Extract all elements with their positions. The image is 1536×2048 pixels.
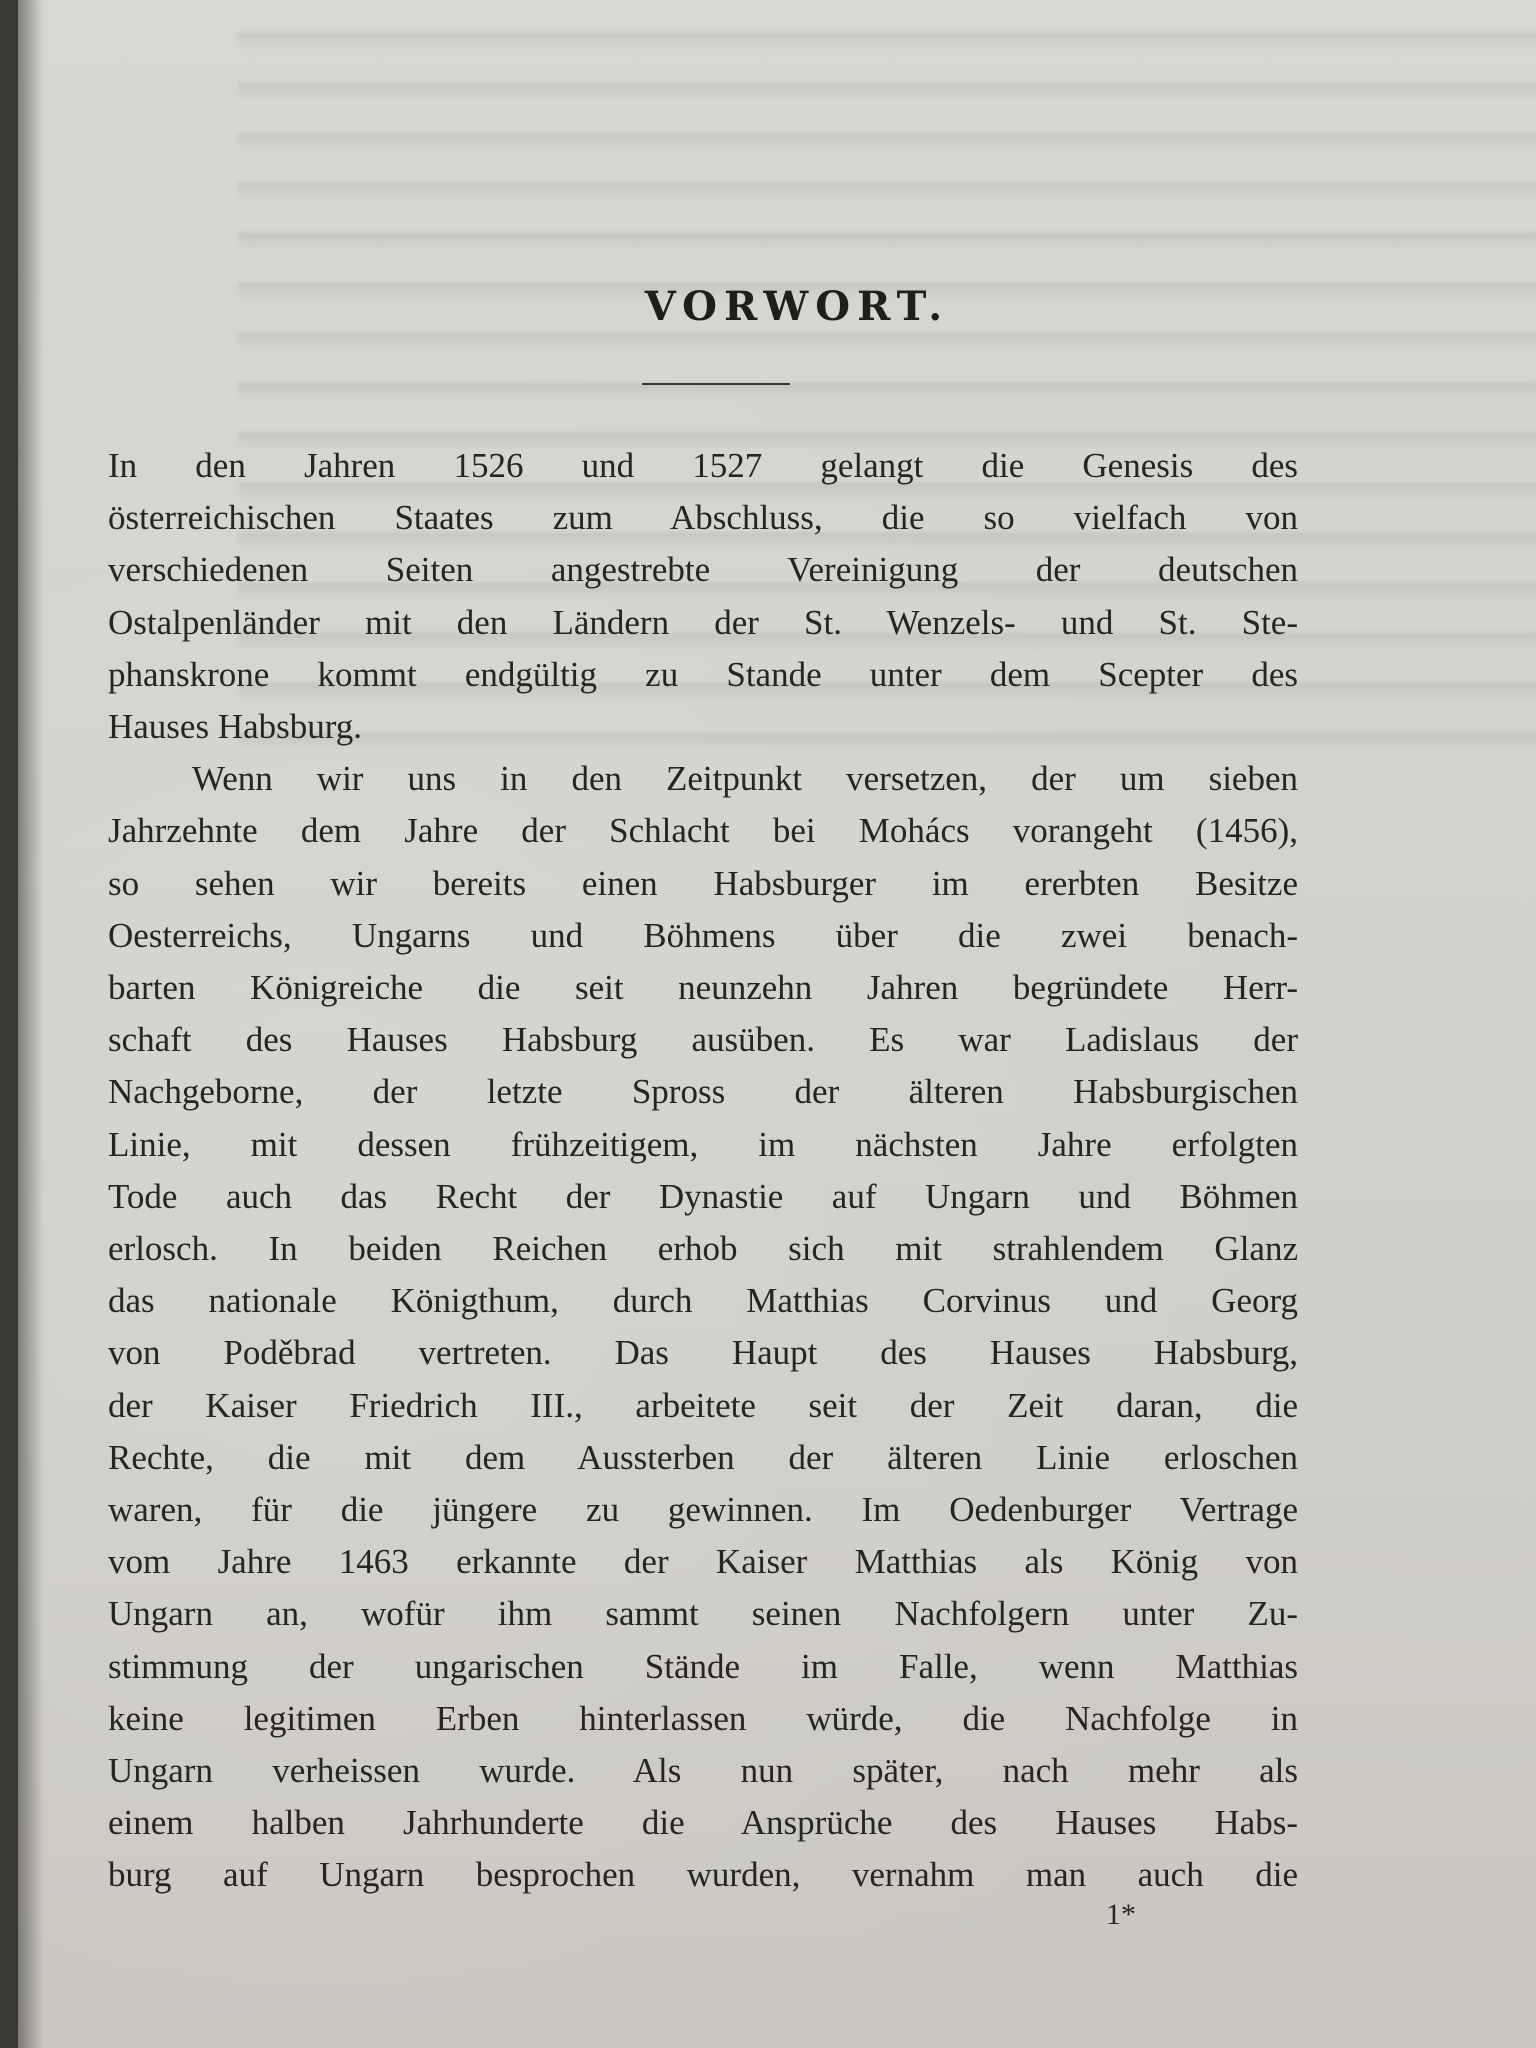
text-line: In den Jahren 1526 und 1527 gelangt die Genesis des xyxy=(108,446,1298,485)
text-line: Ungarn an, wofür ihm sammt seinen Nachfolgern unter Zu- xyxy=(108,1594,1298,1634)
text-line: verschiedenen Seiten angestrebte Vereinigung der deutschen xyxy=(108,550,1298,590)
text-line: Wenn wir uns in den Zeitpunkt versetzen, der um sieben xyxy=(192,759,1298,799)
text-line: schaft des Hauses Habsburg ausüben. Es war Ladislaus der xyxy=(108,1020,1298,1060)
text-line: Tode auch das Recht der Dynastie auf Ungarn und Böhmen xyxy=(108,1176,1298,1216)
text-line: erlosch. In beiden Reichen erhob sich mit strahlendem Glanz xyxy=(108,1229,1298,1269)
text-line: Linie, mit dessen frühzeitigem, im nächsten Jahre erfolgten xyxy=(108,1124,1298,1164)
text-line: barten Königreiche die seit neunzehn Jahren begründete Herr- xyxy=(108,968,1298,1008)
paragraph-2 xyxy=(108,753,1298,1901)
text-line: so sehen wir bereits einen Habsburger im ererbten Besitze xyxy=(108,863,1298,903)
book-page xyxy=(18,0,1536,2048)
page-number: 1* xyxy=(1106,1898,1136,1931)
text-line: Nachgeborne, der letzte Spross der älteren Habsburgischen xyxy=(108,1072,1298,1112)
text-line: einem halben Jahrhunderte die Ansprüche des Hauses Habs- xyxy=(108,1803,1298,1843)
text-line: phanskrone kommt endgültig zu Stande unter dem Scepter des xyxy=(108,654,1298,694)
text-line: stimmung der ungarischen Stände im Falle, wenn Matthias xyxy=(108,1646,1298,1686)
body-text xyxy=(108,440,1298,1902)
text-line: Hauses Habsburg. xyxy=(108,707,363,747)
text-line: Rechte, die mit dem Aussterben der älteren Linie erloschen xyxy=(108,1437,1298,1477)
heading-rule xyxy=(642,383,790,385)
text-line: Jahrzehnte dem Jahre der Schlacht bei Mohács vorangeht (1456), xyxy=(108,811,1298,851)
text-line: österreichischen Staates zum Abschluss, die so vielfach von xyxy=(108,498,1298,538)
text-line: das nationale Königthum, durch Matthias Corvinus und Georg xyxy=(108,1281,1298,1321)
text-line: keine legitimen Erben hinterlassen würde, die Nachfolge in xyxy=(108,1698,1298,1738)
page-heading: VORWORT. xyxy=(644,283,950,330)
paragraph-1 xyxy=(108,440,1298,753)
text-line: der Kaiser Friedrich III., arbeitete seit der Zeit daran, die xyxy=(108,1385,1298,1425)
text-line: burg auf Ungarn besprochen wurden, vernahm man auch die xyxy=(108,1855,1298,1895)
text-line: Ostalpenländer mit den Ländern der St. Wenzels- und St. Ste- xyxy=(108,602,1298,642)
text-line: vom Jahre 1463 erkannte der Kaiser Matthias als König von xyxy=(108,1542,1298,1582)
text-line: von Poděbrad vertreten. Das Haupt des Hauses Habsburg, xyxy=(108,1333,1298,1373)
text-line: Ungarn verheissen wurde. Als nun später, nach mehr als xyxy=(108,1751,1298,1791)
text-line: Oesterreichs, Ungarns und Böhmens über die zwei benach- xyxy=(108,915,1298,955)
text-line: waren, für die jüngere zu gewinnen. Im Oedenburger Vertrage xyxy=(108,1490,1298,1530)
